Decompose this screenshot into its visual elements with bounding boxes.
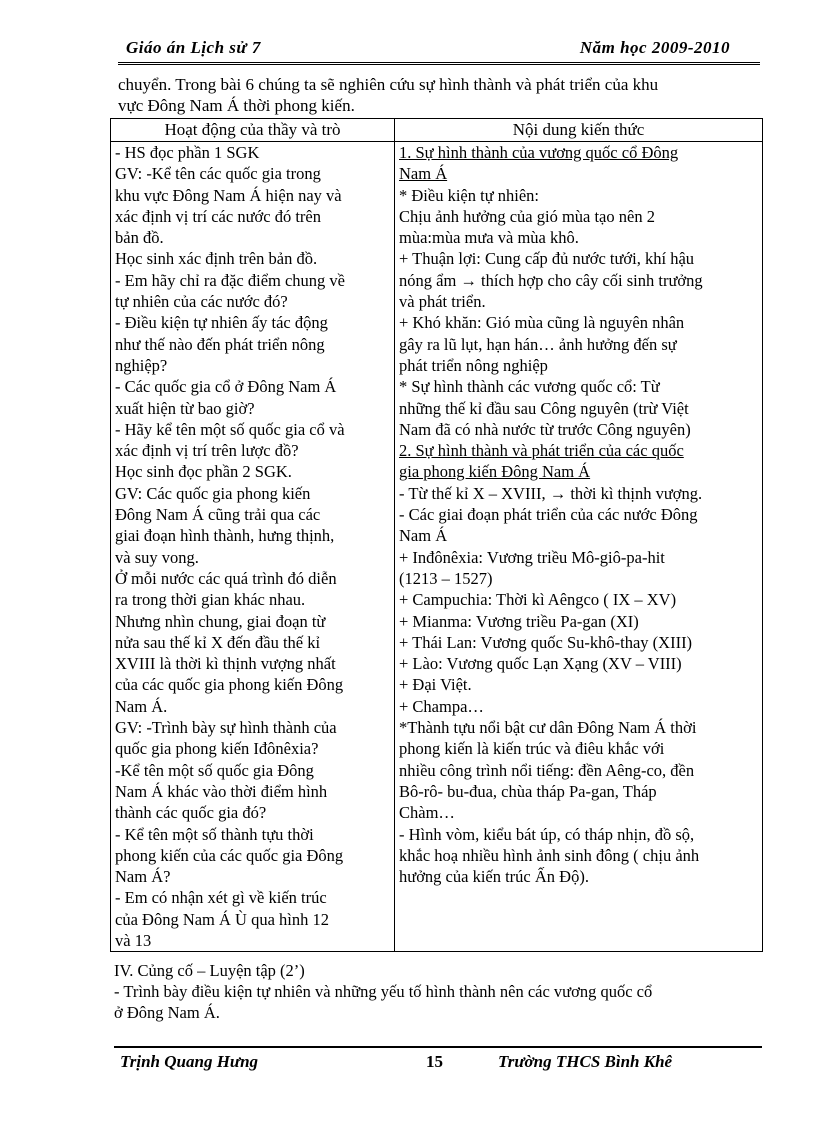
content-line: + Thái Lan: Vương quốc Su-khô-thay (XIII) — [399, 632, 693, 652]
content-line: *Thành tựu nổi bật cư dân Đông Nam Á thời — [399, 718, 697, 738]
content-line: + Campuchia: Thời kì Aêngco ( IX – XV) — [399, 590, 677, 610]
intro-line: vực Đông Nam Á thời phong kiến. — [118, 96, 355, 115]
content-line: gây ra lũ lụt, hạn hán… ảnh hưởng đến sự — [399, 334, 677, 354]
content-line: * Sự hình thành các vương quốc cổ: Từ — [399, 377, 660, 397]
content-line: và phát triển. — [399, 292, 486, 312]
activity-line: Nhưng nhìn chung, giai đoạn từ — [115, 611, 326, 631]
header-activities: Hoạt động của thầy và trò — [111, 119, 395, 142]
activity-line: - Em có nhận xét gì về kiến trúc — [115, 888, 327, 908]
content-line: hưởng của kiến trúc Ấn Độ). — [399, 867, 589, 887]
content-line: Bô-rô- bu-đua, chùa tháp Pa-gan, Tháp — [399, 781, 657, 801]
activity-line: XVIII là thời kì thịnh vượng nhất — [115, 654, 336, 674]
section-heading: IV. Củng cố – Luyện tập (2’) — [114, 961, 305, 980]
activity-line: Nam Á? — [115, 867, 171, 887]
activity-line: Học sinh xác định trên bản đồ. — [115, 249, 318, 269]
header-subject: Giáo án Lịch sử 7 — [126, 38, 261, 57]
content-line: (1213 – 1527) — [399, 568, 493, 588]
activity-line: của các quốc gia phong kiến Đông — [115, 675, 344, 695]
content-line: Chàm… — [399, 803, 455, 823]
content-line: - Hình vòm, kiểu bát úp, có tháp nhịn, đồ sộ, — [399, 824, 695, 844]
content-line: + Thuận lợi: Cung cấp đủ nước tưới, khí hậu — [399, 249, 695, 269]
activity-line: - Kể tên một số thành tựu thời — [115, 824, 314, 844]
activity-line: - Điều kiện tự nhiên ấy tác động — [115, 313, 328, 333]
intro-line: chuyển. Trong bài 6 chúng ta sẽ nghiên cứu sự hình thành và phát triển của khu — [118, 75, 659, 94]
activity-line: - Các quốc gia cổ ở Đông Nam Á — [115, 377, 337, 397]
content-line: Chịu ảnh hưởng của gió mùa tạo nên 2 — [399, 206, 655, 226]
content-line: - Các giai đoạn phát triển của các nước Đông — [399, 505, 698, 525]
activity-line: Ở mỗi nước các quá trình đó diễn — [115, 568, 337, 588]
activity-line: xác định vị trí trên lược đồ? — [115, 441, 299, 461]
section-title-line: gia phong kiến Đông Nam Á — [399, 462, 591, 482]
activity-line: GV: -Trình bày sự hình thành của — [115, 718, 337, 738]
header-school-year: Năm học 2009-2010 — [579, 38, 730, 57]
activity-line: như thế nào đến phát triển nông — [115, 334, 325, 354]
table-row — [111, 142, 763, 952]
activity-line: ra trong thời gian khác nhau. — [115, 590, 306, 610]
activity-line: bản đồ. — [115, 228, 164, 248]
content-line: khắc hoạ nhiều hình ảnh sinh đông ( chịu ảnh — [399, 845, 700, 865]
activity-line: quốc gia phong kiến Iđônêxia? — [115, 739, 319, 759]
content-line: nóng ẩm → thích hợp cho cây cối sinh trưởng — [399, 270, 703, 290]
activity-line: và suy vong. — [115, 547, 199, 567]
page-header — [118, 38, 760, 65]
content-line: - Từ thế kỉ X – XVIII, → thời kì thịnh vượng. — [399, 483, 703, 503]
content-line: Nam đã có nhà nước từ trước Công nguyên) — [399, 419, 691, 439]
activity-line: tự nhiên của các nước đó? — [115, 292, 288, 312]
content-line: + Inđônêxia: Vương triều Mô-giô-pa-hit — [399, 547, 665, 567]
activity-line: Đông Nam Á cũng trải qua các — [115, 505, 321, 525]
activity-line: phong kiến của các quốc gia Đông — [115, 845, 344, 865]
footer-author: Trịnh Quang Hưng — [120, 1052, 259, 1071]
content-cell — [395, 142, 763, 952]
content-line: + Khó khăn: Gió mùa cũng là nguyên nhân — [399, 313, 685, 333]
content-line: mùa:mùa mưa và mùa khô. — [399, 228, 579, 248]
activity-line: xuất hiện từ bao giờ? — [115, 398, 255, 418]
activity-line: xác định vị trí các nước đó trên — [115, 206, 321, 226]
consolidation-line: ở Đông Nam Á. — [114, 1003, 220, 1022]
consolidation-line: - Trình bày điều kiện tự nhiên và những yếu tố hình thành nên các vương quốc cổ — [114, 982, 653, 1001]
content-line: những thế kỉ đầu sau Công nguyên (trừ Việt — [399, 398, 689, 418]
section-title-line: 2. Sự hình thành và phát triển của các quốc — [399, 441, 684, 461]
consolidation-section — [114, 960, 760, 1023]
activity-line: Nam Á. — [115, 696, 168, 716]
activity-line: - HS đọc phần 1 SGK — [115, 143, 260, 162]
page-number: 15 — [426, 1052, 443, 1071]
content-line: + Champa… — [399, 696, 484, 716]
activity-line: nửa sau thế kỉ X đến đầu thế kỉ — [115, 632, 321, 652]
lesson-table — [110, 118, 763, 952]
activity-line: thành các quốc gia đó? — [115, 803, 267, 823]
section-title-line: 1. Sự hình thành của vương quốc cổ Đông — [399, 143, 679, 162]
activity-line: Học sinh đọc phần 2 SGK. — [115, 462, 292, 482]
header-content: Nội dung kiến thức — [395, 119, 763, 142]
content-line: * Điều kiện tự nhiên: — [399, 185, 540, 205]
content-line: nhiều công trình nổi tiếng: đền Aêng-co, đền — [399, 760, 695, 780]
page-footer — [114, 1046, 762, 1074]
activity-line: -Kể tên một số quốc gia Đông — [115, 760, 314, 780]
activity-line: giai đoạn hình thành, hưng thịnh, — [115, 526, 335, 546]
table-header-row — [111, 119, 763, 142]
activity-line: GV: Các quốc gia phong kiến — [115, 483, 311, 503]
section-title-line: Nam Á — [399, 164, 448, 184]
intro-paragraph — [118, 74, 758, 116]
activity-line: - Em hãy chỉ ra đặc điểm chung về — [115, 270, 345, 290]
activity-line: khu vực Đông Nam Á hiện nay và — [115, 185, 342, 205]
content-line: + Đại Việt. — [399, 675, 472, 695]
content-line: phong kiến là kiến trúc và điêu khắc với — [399, 739, 665, 759]
activity-line: GV: -Kể tên các quốc gia trong — [115, 164, 321, 184]
activity-line: và 13 — [115, 930, 152, 950]
activity-line: của Đông Nam Á Ù qua hình 12 — [115, 909, 330, 929]
activity-line: - Hãy kể tên một số quốc gia cổ và — [115, 419, 345, 439]
activity-line: Nam Á khác vào thời điểm hình — [115, 781, 328, 801]
activity-line: nghiệp? — [115, 355, 168, 375]
content-line: Nam Á — [399, 526, 448, 546]
footer-school: Trường THCS Bình Khê — [498, 1052, 673, 1071]
activities-cell — [111, 142, 395, 952]
content-line: + Mianma: Vương triều Pa-gan (XI) — [399, 611, 639, 631]
content-line: + Lào: Vương quốc Lạn Xạng (XV – VIII) — [399, 654, 682, 674]
content-line: phát triển nông nghiệp — [399, 355, 548, 375]
